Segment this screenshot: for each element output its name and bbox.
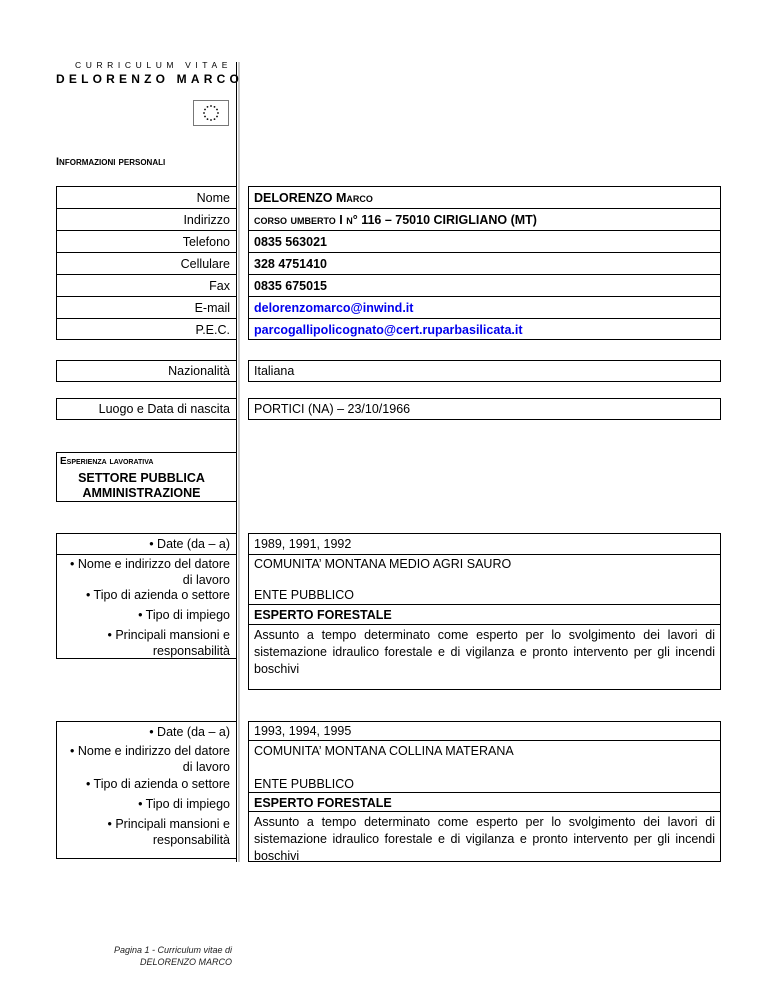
nationality-value-box [248, 360, 721, 382]
label-email: E-mail [194, 301, 230, 315]
entry1-label-employer-2: di lavoro [182, 573, 230, 587]
entry2-label-duties: • Principali mansioni e [107, 817, 230, 831]
label-cellulare: Cellulare [180, 257, 230, 271]
experience-heading-box [56, 452, 237, 502]
entry2-label-date: • Date (da – a) [149, 725, 230, 739]
entry2-label-job: • Tipo di impiego [138, 797, 230, 811]
entry2-label-type: • Tipo di azienda o settore [85, 777, 230, 791]
label-indirizzo: Indirizzo [183, 213, 230, 227]
entry1-label-job: • Tipo di impiego [138, 608, 230, 622]
value-nazionalita: Italiana [254, 364, 295, 378]
entry2-job: ESPERTO FORESTALE [254, 796, 392, 810]
entry2-label-employer-2: di lavoro [182, 760, 230, 774]
value-telefono: 0835 563021 [254, 235, 327, 249]
entry1-date: 1989, 1991, 1992 [254, 537, 352, 551]
cv-name: DELORENZO MARCO [56, 72, 243, 86]
label-fax: Fax [209, 279, 230, 293]
footer-line-1: Pagina 1 - Curriculum vitae di [113, 945, 232, 955]
value-indirizzo: corso umberto I n° 116 – 75010 CIRIGLIANO (MT) [254, 213, 537, 227]
value-cellulare: 328 4751410 [254, 257, 327, 271]
personal-info-heading: Informazioni personali [56, 156, 166, 168]
label-nome: Nome [196, 191, 230, 205]
entry2-employer: COMUNITA’ MONTANA COLLINA MATERANA [254, 744, 514, 758]
footer-line-2: DELORENZO MARCO [139, 957, 232, 967]
entry1-type: ENTE PUBBLICO [254, 588, 355, 602]
entry1-label-date: • Date (da – a) [149, 537, 230, 551]
entry2-label-employer: • Nome e indirizzo del datore [69, 744, 230, 758]
label-pec: P.E.C. [195, 323, 230, 337]
value-fax: 0835 675015 [254, 279, 327, 293]
entry1-employer: COMUNITA’ MONTANA MEDIO AGRI SAURO [254, 557, 512, 571]
value-nome: DELORENZO Marco [254, 191, 373, 205]
entry1-label-employer: • Nome e indirizzo del datore [69, 557, 230, 571]
email-link[interactable]: delorenzomarco@inwind.it [254, 301, 414, 315]
label-telefono: Telefono [182, 235, 230, 249]
cv-label: CURRICULUM VITAE [74, 60, 232, 70]
entry1-duties: Assunto a tempo determinato come esperto per lo svolgimento dei lavori di sistemazione idraulico forestale e di vigilanza e pronto intervento per gli incendi boschivi [254, 628, 715, 676]
entry1-label-duties: • Principali mansioni e [107, 628, 230, 642]
entry2-duties: Assunto a tempo determinato come esperto per lo svolgimento dei lavori di sistemazione idraulico forestale e di vigilanza e pronto intervento per gli incendi boschivi [254, 815, 715, 863]
label-nascita: Luogo e Data di nascita [98, 402, 230, 416]
experience-heading: Esperienza lavorativa [60, 456, 154, 467]
entry1-label-type: • Tipo di azienda o settore [85, 588, 230, 602]
label-nazionalita: Nazionalità [168, 364, 230, 378]
page-footer [56, 944, 232, 968]
entry2-date: 1993, 1994, 1995 [254, 724, 352, 738]
entry1-label-duties-2: responsabilità [152, 644, 230, 658]
vertical-divider-shadow [238, 62, 240, 862]
entry1-job: ESPERTO FORESTALE [254, 608, 392, 622]
pec-link[interactable]: parcogallipolicognato@cert.ruparbasilicata.it [254, 323, 523, 337]
value-nascita: PORTICI (NA) – 23/10/1966 [254, 402, 411, 416]
entry2-type: ENTE PUBBLICO [254, 777, 355, 791]
experience-subtitle-2: AMMINISTRAZIONE [82, 486, 201, 500]
experience-subtitle-1: SETTORE PUBBLICA [78, 471, 205, 485]
entry2-label-duties-2: responsabilità [152, 833, 230, 847]
eu-flag-icon [193, 100, 229, 126]
